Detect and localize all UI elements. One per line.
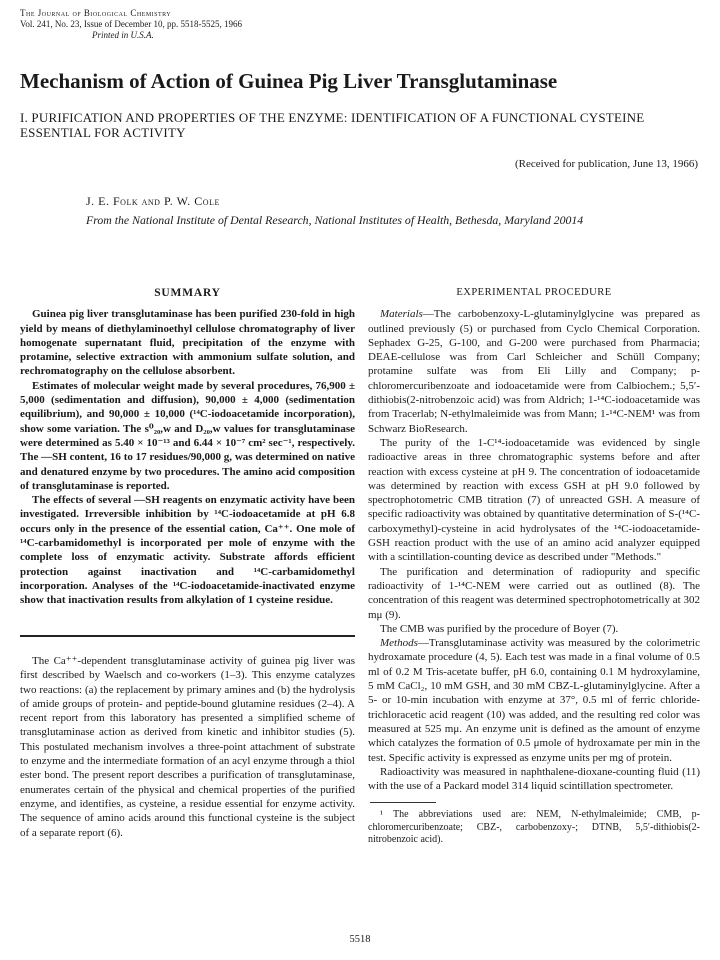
printed-note: Printed in U.S.A.	[92, 30, 154, 40]
footnote: ¹ The abbreviations used are: NEM, N-ethylmaleimide; CMB, p-chloromercuribenzoate; CBZ-, carbobenzoxy-; DTNB, 5,5′-dithiobis(2-nitrobenzoic acid).	[368, 809, 700, 846]
introduction-section	[20, 654, 355, 840]
experimental-section	[368, 286, 700, 847]
methods-text: —Transglutaminase activity was measured by the colorimetric hydroxamate procedure (4, 5). Each test was made in a final volume of 0.5 ml of 0.2 M Tris-acetate buffer, pH 6.0, containing 0.1 M hydroxylamine, 5 mM CaCl₂, 10 mM GSH, and 30 mM CBZ-L-glutaminylglycine. After a 5- or 10-min incubation with enzyme at 37°, 0.5 ml of ferric chloride-trichloracetic acid reagent (10) was added, and the resulting red color was measured at 525 mμ. An enzyme unit is defined as the amount of enzyme which catalyzes the formation of 0.5 μmole of hydroxamate per min in the test. Specific activity is expressed as enzyme units per mg of protein.	[368, 637, 700, 764]
summary-paragraph-1: Guinea pig liver transglutaminase has been purified 230-fold in high yield by means of diethylaminoethyl cellulose chromatography of liver homogenate supernatant fluid, precipitation of the enzyme with protamine, selective extraction with ammonium sulfate solution, and rechromatography on the cellulose absorbent.	[20, 308, 355, 378]
summary-paragraph-2: Estimates of molecular weight made by several procedures, 76,900 ± 5,000 (sedimentation and diffusion), 90,000 ± 4,000 (sedimentation equilibrium), and 90,000 ± 10,000 (¹⁴C-iodoacetamide incorporation), show some variation. The s⁰₂₀,w and D₂₀,w values for transglutaminase were determined as 5.40 × 10⁻¹³ and 6.44 × 10⁻⁷ cm² sec⁻¹, respectively. The —SH content, 16 to 17 residues/90,000 g, was determined on native and denatured enzyme by two procedures. The amino acid composition of transglutaminase is reported.	[20, 379, 355, 492]
summary-divider	[20, 635, 355, 637]
materials-paragraph	[368, 307, 700, 436]
received-date: (Received for publication, June 13, 1966)	[515, 158, 698, 170]
purity-paragraph: The purity of the 1-C¹⁴-iodoacetamide was evidenced by single radioactive areas in three chromatographic systems before and after reaction with excess cysteine at pH 9. The concentration of iodoacetamide was determined by reaction with excess GSH at pH 9.0 followed by spectrophotometric CMB titration (7) of unreacted GSH. A measure of specific radioactivity was obtained by quantitative determination of S-(¹⁴C-carboxymethyl)-cysteine in acid hydrolysates of the ¹⁴C-iodoacetamide-GSH reaction product with the use of an amino acid analyzer equipped with a scintillation-counting device as described under "Methods."	[368, 436, 700, 564]
journal-name: The Journal of Biological Chemistry	[20, 8, 172, 18]
summary-section	[20, 286, 355, 608]
article-title: Mechanism of Action of Guinea Pig Liver Transglutaminase	[20, 69, 558, 93]
cmb-paragraph: The CMB was purified by the procedure of Boyer (7).	[380, 622, 619, 635]
summary-heading: SUMMARY	[154, 287, 221, 299]
journal-citation: Vol. 241, No. 23, Issue of December 10, pp. 5518-5525, 1966	[20, 19, 243, 29]
methods-paragraph	[368, 636, 700, 765]
materials-text: —The carbobenzoxy-L-glutaminylglycine was prepared as outlined previously (5) or purchased from Cyclo Chemical Corporation. Sephadex G-25, G-100, and G-200 were purchased from Pharmacia; DEAE-cellulose was from Carl Schleicher and Schüll Company; protamine sulfate was from Eli Lilly and Company; p-chloromercuribenzoate and iodoacetamide were from Calbiochem.; 5,5′-dithiobis(2-nitrobenzoic acid) was from Aldrich; 1-¹⁴C-iodoacetamide was from Tracerlab; N-ethylmaleimide was from Mann; 1-¹⁴C-NEM¹ was from Schwarz BioResearch.	[368, 308, 700, 435]
nem-paragraph: The purification and determination of radiopurity and specific radioactivity of 1-¹⁴C-NEM were carried out as outlined (8). The concentration of this reagent was determined spectrophotometrically at 302 mμ (9).	[368, 565, 700, 621]
footnote-rule	[370, 802, 436, 803]
materials-label: Materials	[380, 308, 423, 321]
summary-paragraph-3: The effects of several —SH reagents on enzymatic activity have been investigated. Irreversible inhibition by ¹⁴C-iodoacetamide at pH 6.8 occurs only in the presence of the essential cation, Ca⁺⁺. One mole of ¹⁴C-carbamidomethyl is incorporated per mole of enzyme with the complete loss of enzymatic activity. Substrate affords efficient protection against inactivation and ¹⁴C-carbamidomethyl incorporation. Analyses of the ¹⁴C-iodoacetamide-inactivated enzyme show that inactivation results from alkylation of 1 cysteine residue.	[20, 494, 355, 607]
radioactivity-paragraph: Radioactivity was measured in naphthalene-dioxane-counting fluid (11) with the use of a Packard model 314 liquid scintillation spectrometer.	[368, 765, 700, 793]
article-subtitle: I. PURIFICATION AND PROPERTIES OF THE ENZYME: IDENTIFICATION OF A FUNCTIONAL CYSTEINE ESSENTIAL FOR ACTIVITY	[20, 110, 645, 140]
methods-label: Methods	[380, 637, 418, 650]
intro-paragraph: The Ca⁺⁺-dependent transglutaminase activity of guinea pig liver was first described by Waelsch and co-workers (1–3). This enzyme catalyzes two reactions: (a) the replacement by primary amines and (b) the hydrolysis of amide groups of protein- and peptide-bound glutamine residues (2–4). A recent report from this laboratory has presented a simplified scheme of transglutaminase action as derived from kinetic and inhibitor studies (5). This postulated mechanism involves a three-point attachment of substrate to enzyme and the intermediate formation of an acyl enzyme through a thiol ester bond. The present report describes a purification of transglutaminase, enumerates certain of the physical and chemical properties of the purified enzyme, and identifies, as cysteine, a residue essential for enzyme activity. The sequence of amino acids around this functional cysteine is the subject of a separate report (6).	[20, 655, 355, 839]
experimental-heading: EXPERIMENTAL PROCEDURE	[456, 287, 612, 298]
authors: J. E. Folk and P. W. Cole	[86, 194, 220, 208]
journal-header	[20, 8, 242, 41]
affiliation: From the National Institute of Dental Research, National Institutes of Health, Bethesda, Maryland 20014	[86, 213, 584, 227]
page-number: 5518	[349, 934, 371, 945]
